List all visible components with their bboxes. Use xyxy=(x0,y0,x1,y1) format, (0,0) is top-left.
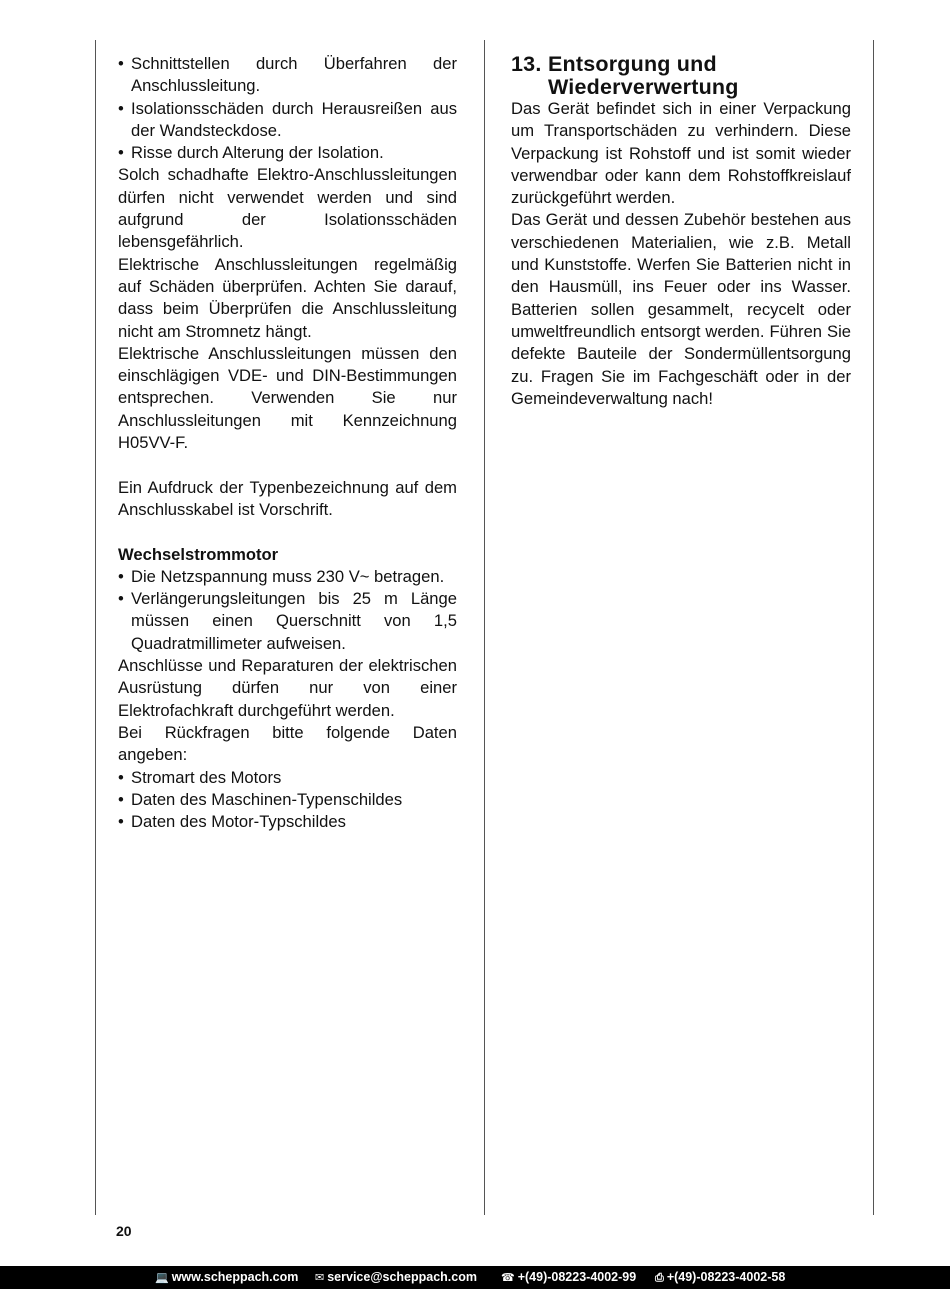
bullet-icon: • xyxy=(118,566,124,586)
bullet-icon: • xyxy=(118,143,124,163)
right-border-line xyxy=(873,40,874,1215)
bullet-item: • Stromart des Motors xyxy=(118,767,457,789)
bullet-item: • Die Netzspannung muss 230 V~ betragen. xyxy=(118,566,457,588)
bullet-icon: • xyxy=(118,589,124,609)
paragraph-defective-cables: Solch schadhafte Elektro-Anschlussleitungen dürfen nicht verwendet werden und sind aufgrund der Isolationsschäden lebensgefährlich. xyxy=(118,165,457,252)
paragraph-type-print: Ein Aufdruck der Typenbezeichnung auf dem Anschlusskabel ist Vorschrift. xyxy=(118,477,457,519)
fax-icon: ⎙ xyxy=(655,1271,664,1284)
paragraph-packaging: Das Gerät befindet sich in einer Verpackung um Transportschäden zu verhindern. Diese Verpackung ist Rohstoff und ist somit wieder verwendbar oder kann dem Rohstoffkreislauf zurückgeführt werden. xyxy=(511,99,851,208)
section-number: 13. xyxy=(511,52,542,76)
subheading-ac-motor: Wechselstrommotor xyxy=(118,544,279,564)
bullet-item: • Isolationsschäden durch Herausreißen aus der Wandsteckdose. xyxy=(118,98,457,140)
bullet-icon: • xyxy=(118,767,124,787)
paragraph-electrician: Anschlüsse und Reparaturen der elektrischen Ausrüstung dürfen nur von einer Elektrofachkraft durchgeführt werden. xyxy=(118,656,457,720)
paragraph-inquiries: Bei Rückfragen bitte folgende Daten angeben: xyxy=(118,722,457,765)
computer-icon: 💻 xyxy=(155,1271,169,1284)
footer-email[interactable]: ✉ service@scheppach.com xyxy=(315,1266,477,1289)
bullet-item: • Daten des Maschinen-Typenschildes xyxy=(118,789,457,811)
section-heading-disposal xyxy=(511,53,851,98)
footer-bar xyxy=(0,1266,950,1289)
bullet-icon: • xyxy=(118,789,124,809)
bullet-item: • Daten des Motor-Typschildes xyxy=(118,811,457,833)
paragraph-check-cables: Elektrische Anschlussleitungen regelmäßig auf Schäden überprüfen. Achten Sie darauf, dass beim Überprüfen die Anschlussleitung nicht am Stromnetz hängt. xyxy=(118,254,457,341)
bullet-item: • Verlängerungsleitungen bis 25 m Länge müssen einen Querschnitt von 1,5 Quadratmillimeter aufweisen. xyxy=(118,589,457,653)
bullet-icon: • xyxy=(118,98,124,118)
paragraph-materials-batteries: Das Gerät und dessen Zubehör bestehen aus verschiedenen Materialien, wie z.B. Metall und Kunststoffe. Werfen Sie Batterien nicht in den Hausmüll, ins Feuer oder ins Wasser. Batterien sollen gesammelt, recycelt oder umweltfreundlich entsorgt werden. Führen Sie defekte Bauteile der Sondermüllentsorgung zu. Fragen Sie im Fachgeschäft oder in der Gemeindeverwaltung nach! xyxy=(511,210,851,408)
section-title: Entsorgung und Wiederverwertung xyxy=(548,52,739,99)
phone-icon: ☎ xyxy=(501,1271,515,1284)
left-column xyxy=(118,53,457,833)
footer-fax: ⎙ +(49)-08223-4002-58 xyxy=(655,1266,785,1289)
bullet-icon: • xyxy=(118,812,124,832)
mail-icon: ✉ xyxy=(315,1271,325,1284)
column-divider-line xyxy=(484,40,485,1215)
paragraph-vde-din: Elektrische Anschlussleitungen müssen den einschlägigen VDE- und DIN-Bestimmungen entsprechen. Verwenden Sie nur Anschlussleitungen mit Kennzeichnung H05VV-F. xyxy=(118,343,457,453)
footer-phone[interactable]: ☎ +(49)-08223-4002-99 xyxy=(501,1266,636,1289)
bullet-item: • Schnittstellen durch Überfahren der Anschlussleitung. xyxy=(118,54,457,96)
page-number: 20 xyxy=(116,1223,132,1239)
right-column xyxy=(511,53,851,410)
footer-website[interactable]: 💻 www.scheppach.com xyxy=(155,1266,298,1289)
bullet-icon: • xyxy=(118,54,124,73)
left-border-line xyxy=(95,40,96,1215)
bullet-item: • Risse durch Alterung der Isolation. xyxy=(118,142,457,164)
